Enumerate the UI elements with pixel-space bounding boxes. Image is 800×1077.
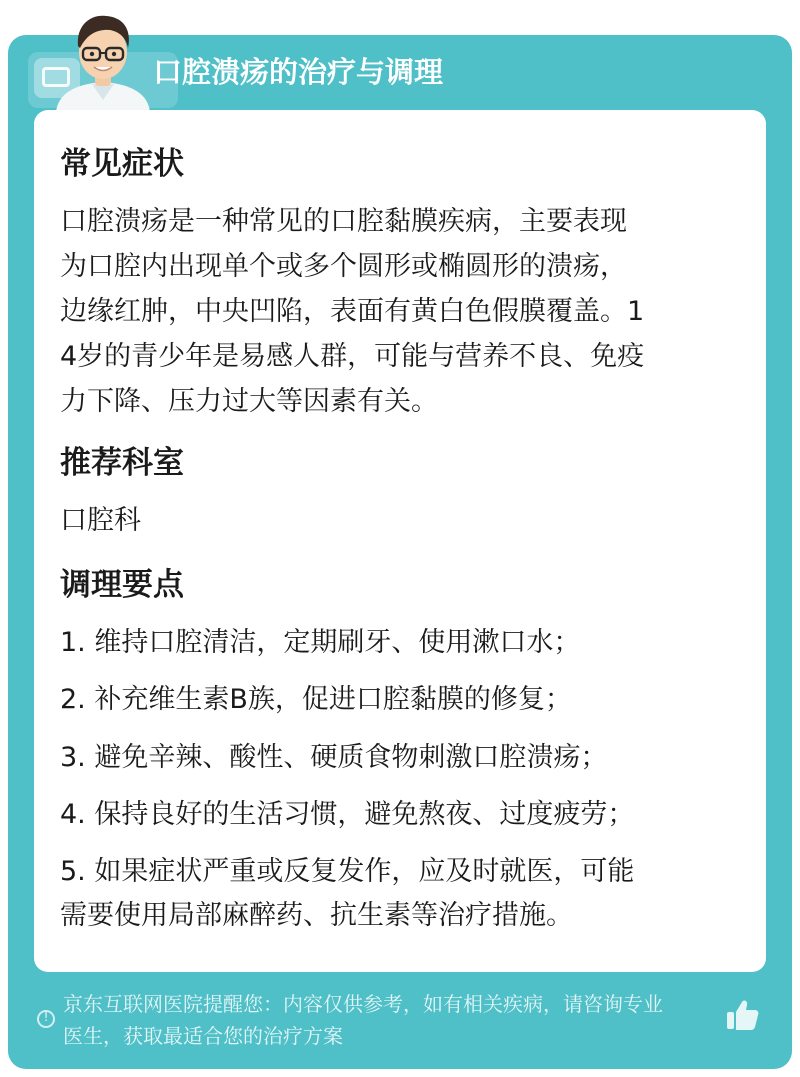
symptoms-heading: 常见症状: [60, 146, 184, 182]
info-icon: [37, 1010, 55, 1028]
footer-line: 医生，获取最适合您的治疗方案: [63, 1024, 343, 1048]
department-value: 口腔科: [60, 505, 141, 536]
care-item: 1. 维持口腔清洁，定期刷牙、使用漱口水；: [60, 627, 581, 658]
symptoms-line: 力下降、压力过大等因素有关。: [60, 386, 438, 417]
page-title: 口腔溃疡的治疗与调理: [153, 55, 444, 89]
care-item: 2. 补充维生素B族，促进口腔黏膜的修复；: [60, 684, 572, 715]
care-item: 5. 如果症状严重或反复发作，应及时就医，可能: [60, 856, 635, 887]
footer-line: 京东互联网医院提醒您：内容仅供参考，如有相关疾病，请咨询专业: [63, 992, 663, 1016]
care-item: 4. 保持良好的生活习惯，避免熬夜、过度疲劳；: [60, 799, 635, 830]
footer-disclaimer: [63, 988, 728, 1052]
doctor-avatar-icon: [48, 8, 158, 112]
care-item: 3. 避免辛辣、酸性、硬质食物刺激口腔溃疡；: [60, 742, 608, 773]
symptoms-line: 为口腔内出现单个或多个圆形或椭圆形的溃疡，: [60, 251, 627, 282]
symptoms-line: 口腔溃疡是一种常见的口腔黏膜疾病，主要表现: [60, 206, 627, 237]
symptoms-line: 边缘红肿，中央凹陷，表面有黄白色假膜覆盖。1: [60, 296, 645, 327]
symptoms-line: 4岁的青少年是易感人群，可能与营养不良、免疫: [60, 341, 645, 372]
care-heading: 调理要点: [60, 567, 184, 603]
department-heading: 推荐科室: [60, 445, 184, 481]
care-item-continuation: 需要使用局部麻醉药、抗生素等治疗措施。: [60, 900, 573, 931]
thumbs-up-icon[interactable]: [724, 997, 760, 1033]
